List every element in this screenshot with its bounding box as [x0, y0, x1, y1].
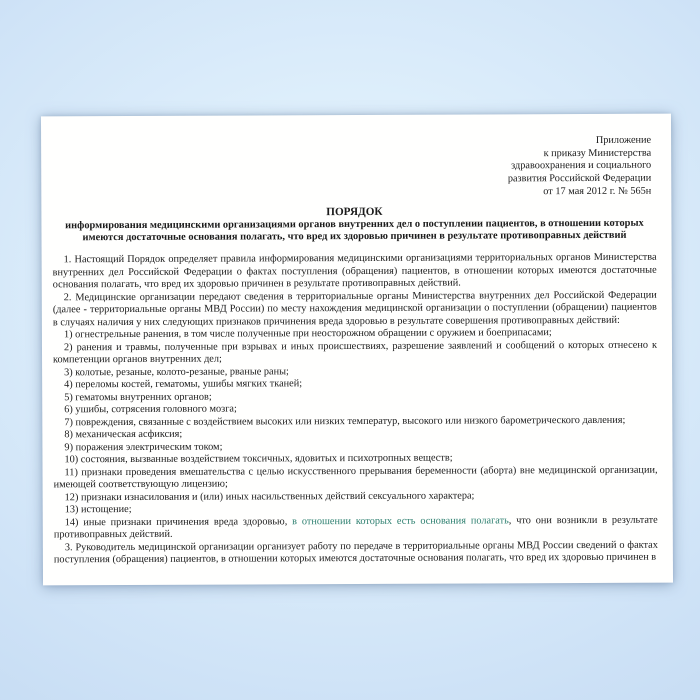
list-item-5: 5) гематомы внутренних органов;	[64, 391, 212, 403]
list-item-3: 3) колотые, резаные, колото-резаные, рваные раны;	[64, 365, 289, 378]
list-item-2: 2) ранения и травмы, полученные при взрывах и иных происшествиях, разрешение заявлений и сообщений о которых отнесено к компетенции органов внутренних дел;	[53, 339, 658, 366]
paragraph-2: 2. Медицинские организации передают сведения в территориальные органы Министерства внутренних дел Российской Федерации (далее - территориальные органы МВД России) по месту нахождения медицинской организации о поступлении (обращении) пациентов в случаях наличия у них следующих признаков причинения вреда здоровью в результате совершения противоправных действий:	[52, 289, 657, 328]
document-page	[41, 114, 673, 586]
list-item-12: 12) признаки изнасилования и (или) иных насильственных действий сексуального характера;	[64, 490, 475, 503]
list-item-8: 8) механическая асфиксия;	[64, 428, 183, 441]
list-item-14	[54, 514, 658, 542]
list-item-4: 4) переломы костей, гематомы, ушибы мягких тканей;	[64, 378, 303, 391]
list-item-11: 11) признаки проведения вмешательства с целью искусственного прерывания беременности (аборта) вне медицинской организации, имеющей соответствующую лицензию;	[53, 464, 658, 491]
annex-line: к приказу Министерства	[543, 147, 652, 159]
list-item-6: 6) ушибы, сотрясения головного мозга;	[64, 403, 237, 416]
document-heading: ПОРЯДОК	[326, 205, 383, 218]
list-item-9: 9) поражения электрическим током;	[64, 441, 223, 453]
p14-text-before: 14) иные признаки причинения вреда здоровью,	[64, 515, 293, 528]
document-body	[53, 252, 658, 567]
p14-highlighted-phrase[interactable]: в отношении которых есть основания полагать	[292, 514, 509, 527]
paragraph-3: 3. Руководитель медицинской организации организует работу по передаче в территориальные органы МВД России сведений о фактах поступления (обращения) пациентов, в отношении которых имеются достаточные основания полагать, что вред их здоровью причинен в	[53, 539, 658, 566]
list-item-13: 13) истощение;	[64, 504, 132, 516]
list-item-7: 7) повреждения, связанные с воздействием высоких или низких температур, высокого или низкого барометрического давления;	[64, 414, 626, 428]
annex-line: развития Российской Федерации	[507, 172, 652, 185]
list-item-1: 1) огнестрельные ранения, в том числе полученные при неосторожном обращении с оружием и боеприпасами;	[63, 327, 552, 341]
list-item-10: 10) состояния, вызванные воздействием токсичных, ядовитых и психотропных веществ;	[64, 452, 453, 466]
document-subtitle: информирования медицинскими организациями органов внутренних дел о поступлении пациентов, в отношении которых имеются достаточные основания полагать, что вред их здоровью причинен в результате противоправных действий	[65, 217, 644, 244]
annex-line: от 17 мая 2012 г. № 565н	[543, 185, 652, 197]
annex-block	[52, 135, 656, 201]
paragraph-1: 1. Настоящий Порядок определяет правила информирования медицинскими организациями территориальных органов Министерства внутренних дел Российской Федерации о фактах поступления (обращения) пациентов, в отношении которых имеются достаточные основания полагать, что вред их здоровью причинен в результате противоправных действий.	[52, 251, 657, 291]
annex-line: здравоохранения и социального	[511, 160, 652, 172]
p14-text-after: , что они возникли в результате противоправных действий.	[53, 514, 658, 541]
annex-line: Приложение	[595, 134, 652, 146]
